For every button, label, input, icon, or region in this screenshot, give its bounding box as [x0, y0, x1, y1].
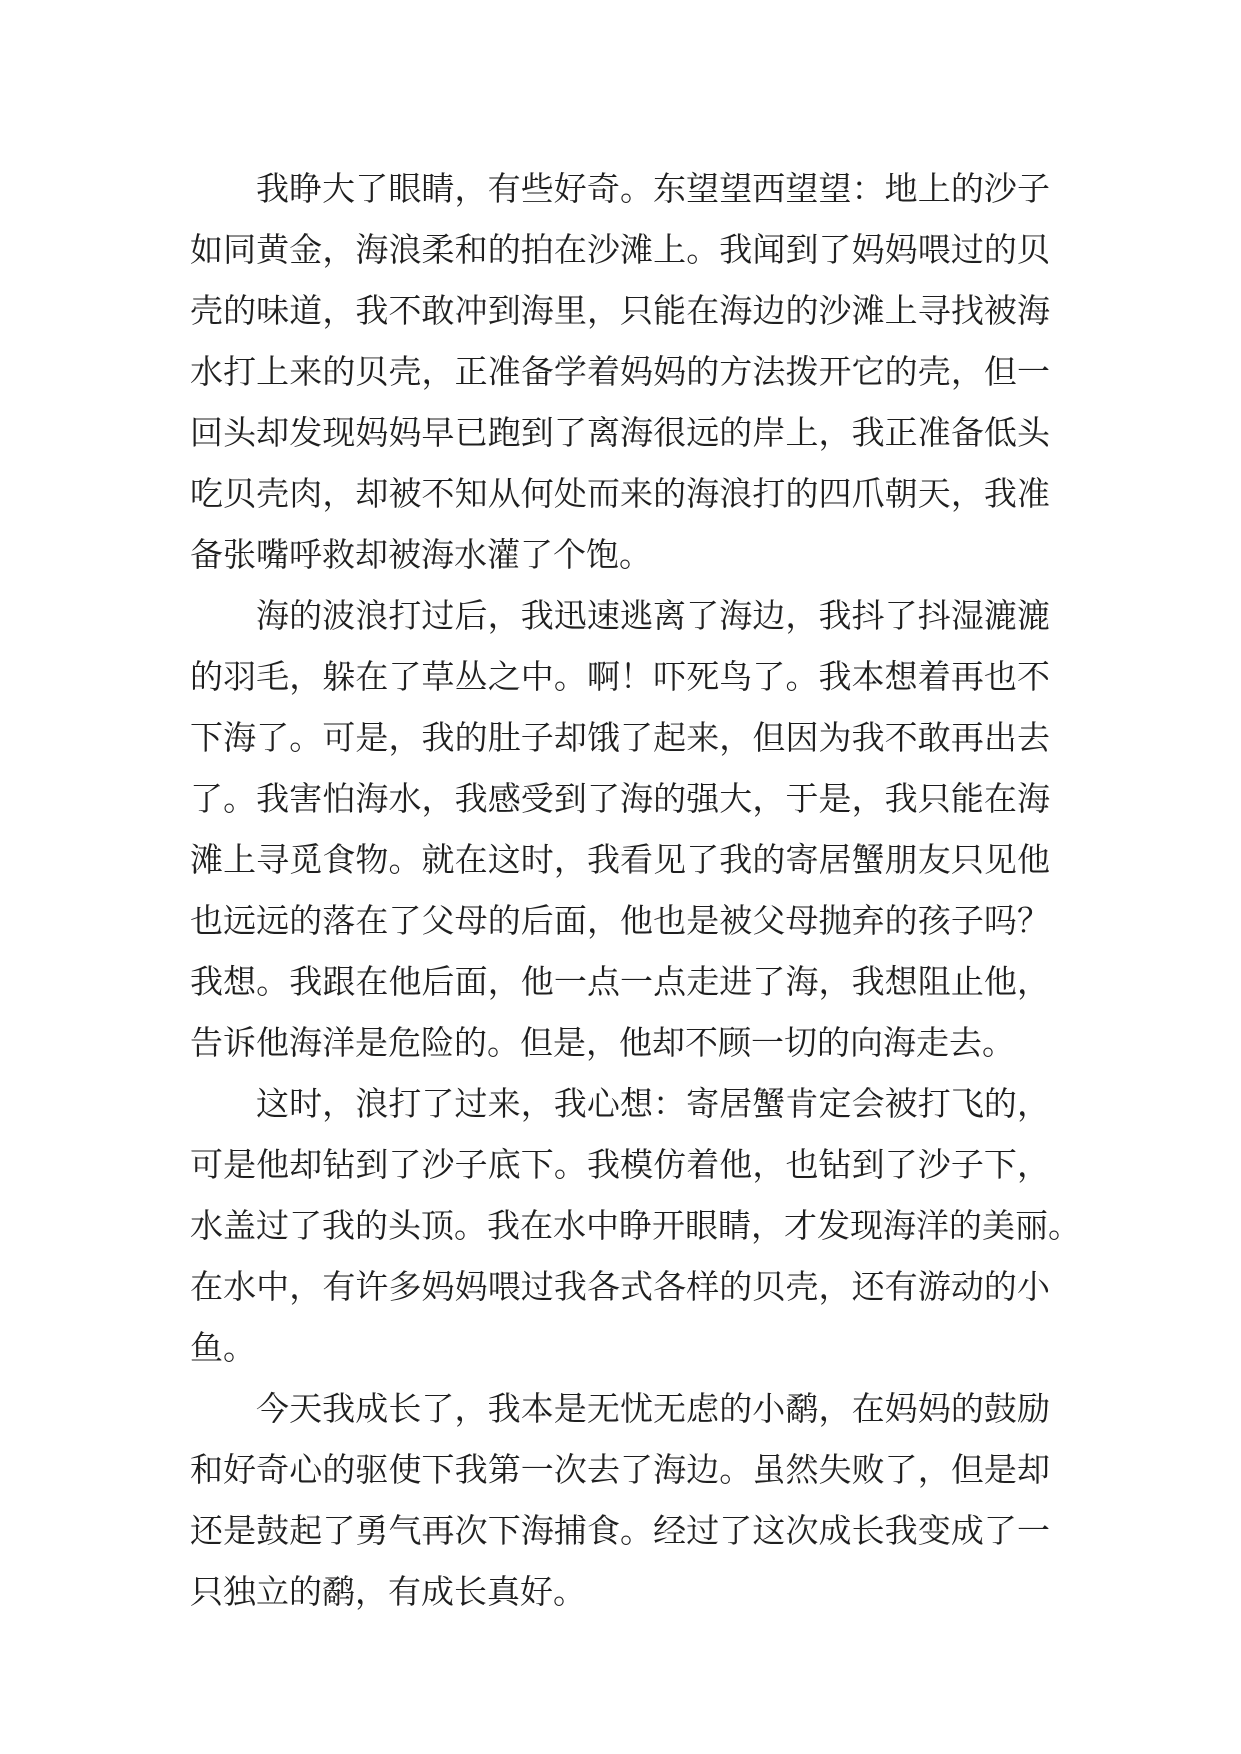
paragraph-line: 这时，浪打了过来，我心想：寄居蟹肯定会被打飞的， [256, 1084, 1050, 1123]
paragraph-line: 也远远的落在了父母的后面，他也是被父母抛弃的孩子吗？ [190, 901, 1050, 940]
paragraph-2 [190, 585, 1050, 1073]
paragraph-line: 水打上来的贝壳，正准备学着妈妈的方法拨开它的壳，但一 [190, 352, 1050, 391]
paragraph-4 [190, 1378, 1050, 1622]
paragraph-3 [190, 1073, 1081, 1378]
paragraph-line: 鱼。 [190, 1328, 256, 1367]
paragraph-line: 的羽毛，躲在了草丛之中。啊！吓死鸟了。我本想着再也不 [190, 657, 1050, 696]
paragraph-line: 吃贝壳肉，却被不知从何处而来的海浪打的四爪朝天，我准 [190, 474, 1050, 513]
paragraph-line: 只独立的鹬，有成长真好。 [190, 1572, 586, 1611]
paragraph-1 [190, 158, 1050, 585]
paragraph-line: 回头却发现妈妈早已跑到了离海很远的岸上，我正准备低头 [190, 413, 1050, 452]
paragraph-line: 如同黄金，海浪柔和的拍在沙滩上。我闻到了妈妈喂过的贝 [190, 230, 1050, 269]
paragraph-line: 今天我成长了，我本是无忧无虑的小鹬，在妈妈的鼓励 [256, 1389, 1050, 1428]
paragraph-line: 滩上寻觅食物。就在这时，我看见了我的寄居蟹朋友只见他 [190, 840, 1050, 879]
paragraph-line: 海的波浪打过后，我迅速逃离了海边，我抖了抖湿漉漉 [256, 596, 1050, 635]
paragraph-line: 还是鼓起了勇气再次下海捕食。经过了这次成长我变成了一 [190, 1511, 1050, 1550]
paragraph-line: 水盖过了我的头顶。我在水中睁开眼睛，才发现海洋的美丽。 [190, 1206, 1081, 1245]
paragraph-line: 我想。我跟在他后面，他一点一点走进了海，我想阻止他， [190, 962, 1050, 1001]
paragraph-line: 备张嘴呼救却被海水灌了个饱。 [190, 535, 652, 574]
paragraph-line: 下海了。可是，我的肚子却饿了起来，但因为我不敢再出去 [190, 718, 1050, 757]
paragraph-line: 告诉他海洋是危险的。但是，他却不顾一切的向海走去。 [190, 1023, 1015, 1062]
paragraph-line: 我睁大了眼睛，有些好奇。东望望西望望：地上的沙子 [256, 169, 1050, 208]
paragraph-line: 壳的味道，我不敢冲到海里，只能在海边的沙滩上寻找被海 [190, 291, 1050, 330]
paragraph-line: 和好奇心的驱使下我第一次去了海边。虽然失败了，但是却 [190, 1450, 1050, 1489]
paragraph-line: 了。我害怕海水，我感受到了海的强大，于是，我只能在海 [190, 779, 1050, 818]
paragraph-line: 可是他却钻到了沙子底下。我模仿着他，也钻到了沙子下， [190, 1145, 1050, 1184]
paragraph-line: 在水中，有许多妈妈喂过我各式各样的贝壳，还有游动的小 [190, 1267, 1050, 1306]
essay-body [190, 158, 1081, 1622]
